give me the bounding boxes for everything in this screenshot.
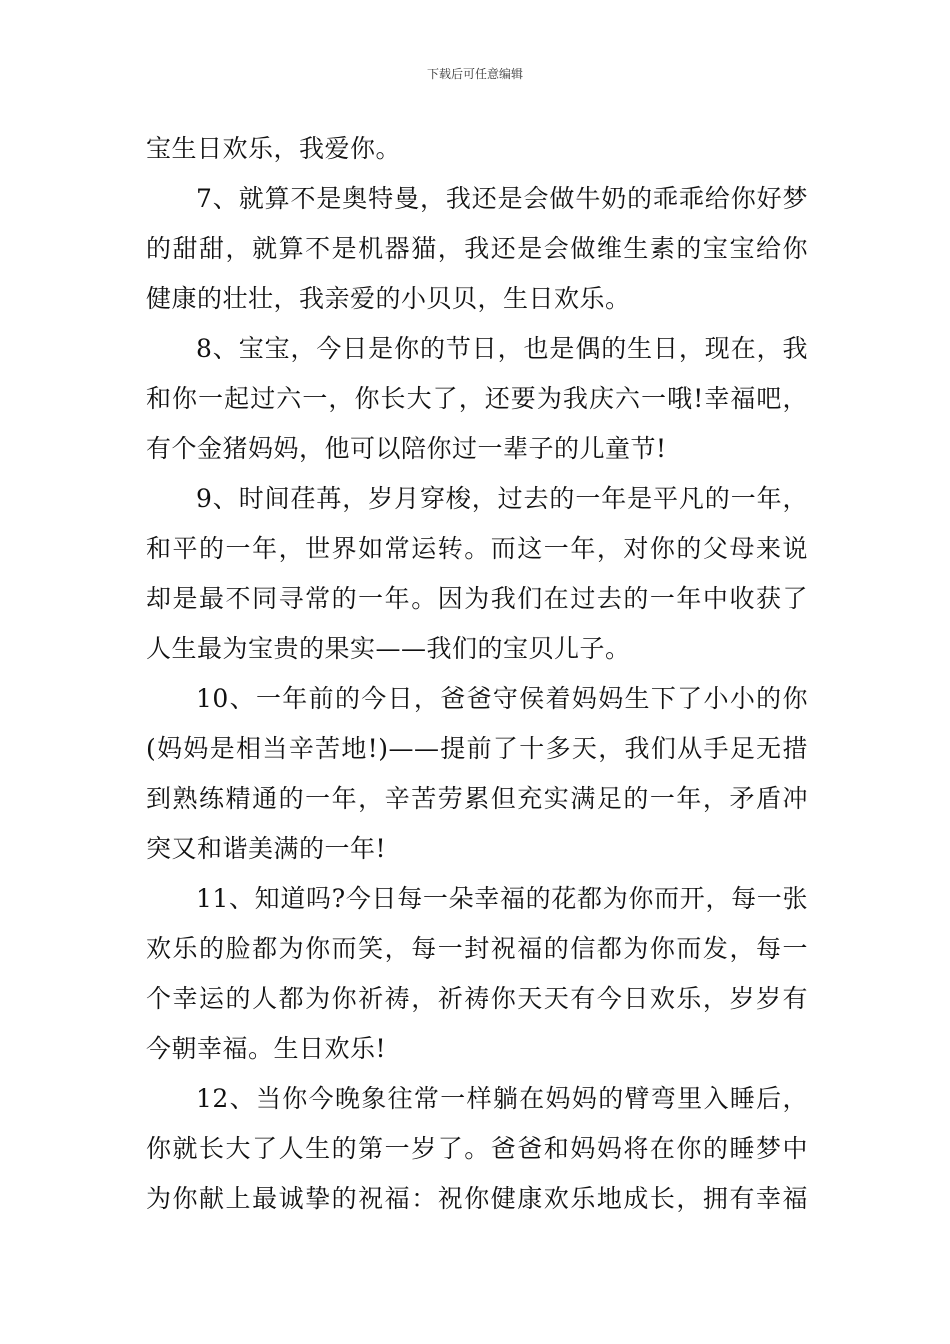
text-line: 有个金猪妈妈，他可以陪你过一辈子的儿童节!	[146, 434, 667, 463]
text-line: 今朝幸福。生日欢乐!	[146, 1034, 387, 1063]
text-line: 健康的壮壮，我亲爱的小贝贝，生日欢乐。	[146, 284, 631, 313]
text-line: 突又和谐美满的一年!	[146, 834, 387, 863]
text-line: 却是最不同寻常的一年。因为我们在过去的一年中收获了	[146, 584, 808, 613]
text-line: 8、宝宝，今日是你的节日，也是偶的生日，现在，我	[196, 334, 808, 363]
text-line: (妈妈是相当辛苦地!)——提前了十多天，我们从手足无措	[146, 734, 808, 763]
text-line: 和你一起过六一，你长大了，还要为我庆六一哦!幸福吧，	[146, 384, 808, 413]
text-line: 人生最为宝贵的果实——我们的宝贝儿子。	[146, 634, 631, 663]
text-line: 宝生日欢乐，我爱你。	[146, 134, 402, 163]
text-line: 12、当你今晚象往常一样躺在妈妈的臂弯里入睡后，	[196, 1084, 808, 1113]
text-line: 为你献上最诚挚的祝福：祝你健康欢乐地成长，拥有幸福	[146, 1184, 808, 1213]
text-line: 和平的一年，世界如常运转。而这一年，对你的父母来说	[146, 534, 808, 563]
text-line: 11、知道吗?今日每一朵幸福的花都为你而开，每一张	[196, 884, 808, 913]
text-line: 到熟练精通的一年，辛苦劳累但充实满足的一年，矛盾冲	[146, 784, 808, 813]
text-line: 9、时间荏苒，岁月穿梭，过去的一年是平凡的一年，	[196, 484, 808, 513]
text-line: 欢乐的脸都为你而笑，每一封祝福的信都为你而发，每一	[146, 934, 808, 963]
text-line: 的甜甜，就算不是机器猫，我还是会做维生素的宝宝给你	[146, 234, 808, 263]
text-line: 7、就算不是奥特曼，我还是会做牛奶的乖乖给你好梦	[196, 184, 808, 213]
page-header: 下载后可任意编辑	[426, 67, 523, 81]
text-line: 10、一年前的今日，爸爸守侯着妈妈生下了小小的你	[196, 684, 808, 713]
text-line: 个幸运的人都为你祈祷，祈祷你天天有今日欢乐，岁岁有	[146, 984, 808, 1013]
text-line: 你就长大了人生的第一岁了。爸爸和妈妈将在你的睡梦中	[146, 1134, 808, 1163]
document-body	[146, 124, 808, 1224]
